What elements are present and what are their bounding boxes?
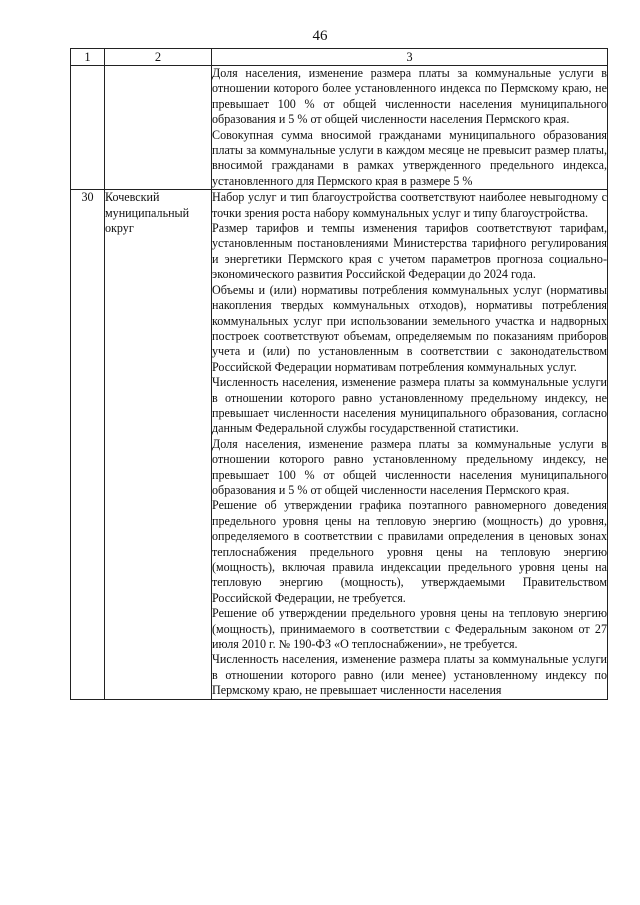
document-table <box>70 48 608 700</box>
column-header-3: 3 <box>212 49 608 66</box>
table-row <box>71 66 608 190</box>
municipality-name-cell: Кочевский муниципальный округ <box>105 190 212 699</box>
row-number-cell <box>71 66 105 190</box>
condition-paragraph: Совокупная сумма вносимой гражданами муниципального образования платы за коммунальные услуги в каждом месяце не превысит размер платы, вносимой гражданами в рамках утвержденного предельного индекса, установленного для Пермского края в размере 5 % <box>212 127 607 188</box>
condition-paragraph: Решение об утверждении предельного уровня цены на тепловую энергию (мощность), принимаемого в соответствии с Федеральным законом от 27 июля 2010 г. № 190-ФЗ «О теплоснабжении», не требуется. <box>212 606 607 652</box>
municipality-name-cell <box>105 66 212 190</box>
page-number: 46 <box>312 28 328 44</box>
conditions-cell <box>212 190 608 699</box>
conditions-cell <box>212 66 608 190</box>
condition-paragraph: Набор услуг и тип благоустройства соответствуют наиболее невыгодному с точки зрения роста набору коммунальных услуг и типу благоустройства. <box>212 190 607 220</box>
condition-paragraph: Доля населения, изменение размера платы за коммунальные услуги в отношении которого равно установленному предельному индексу, не превышает 100 % от общей численности населения муниципального образования и 5 % от общей численности населения Пермского края. <box>212 436 607 497</box>
column-header-2: 2 <box>105 49 212 66</box>
condition-paragraph: Размер тарифов и темпы изменения тарифов соответствуют тарифам, установленным постановлениями Министерства тарифного регулирования и энергетики Пермского края с учетом параметров прогноза социально-экономического развития Российской Федерации до 2024 года. <box>212 221 607 282</box>
row-number-cell: 30 <box>71 190 105 699</box>
column-header-1: 1 <box>71 49 105 66</box>
condition-paragraph: Численность населения, изменение размера платы за коммунальные услуги в отношении которого равно установленному предельному индексу, не превышает численности населения муниципального образования, согласно данным Федеральной службы государственной статистики. <box>212 375 607 436</box>
condition-paragraph: Решение об утверждении графика поэтапного равномерного доведения предельного уровня цены на тепловую энергию (мощность) до уровня, определяемого в соответствии с правилами определения в ценовых зонах теплоснабжения предельного уровня цены на тепловую энергию (мощность), включая правила индексации предельного уровня цены на тепловую энергию (мощность), утверждаемыми Правительством Российской Федерации, не требуется. <box>212 498 607 605</box>
table-header-row <box>71 49 608 66</box>
condition-paragraph: Численность населения, изменение размера платы за коммунальные услуги в отношении которого равно (или менее) установленному индексу по Пермскому краю, не превышает численности населения <box>212 652 607 698</box>
condition-paragraph: Объемы и (или) нормативы потребления коммунальных услуг (нормативы накопления твердых коммунальных отходов), нормативы потребления коммунальных услуг при использовании земельного участка и надворных построек соответствуют объемам, определяемым по показаниям приборов учета и (или) по установленным в соответствии с законодательством Российской Федерации нормативам потребления коммунальных услуг. <box>212 282 607 374</box>
condition-paragraph: Доля населения, изменение размера платы за коммунальные услуги в отношении которого более установленного индекса по Пермскому краю, не превышает 100 % от общей численности населения муниципального образования и 5 % от общей численности населения Пермского края. <box>212 66 607 127</box>
table-row <box>71 190 608 699</box>
